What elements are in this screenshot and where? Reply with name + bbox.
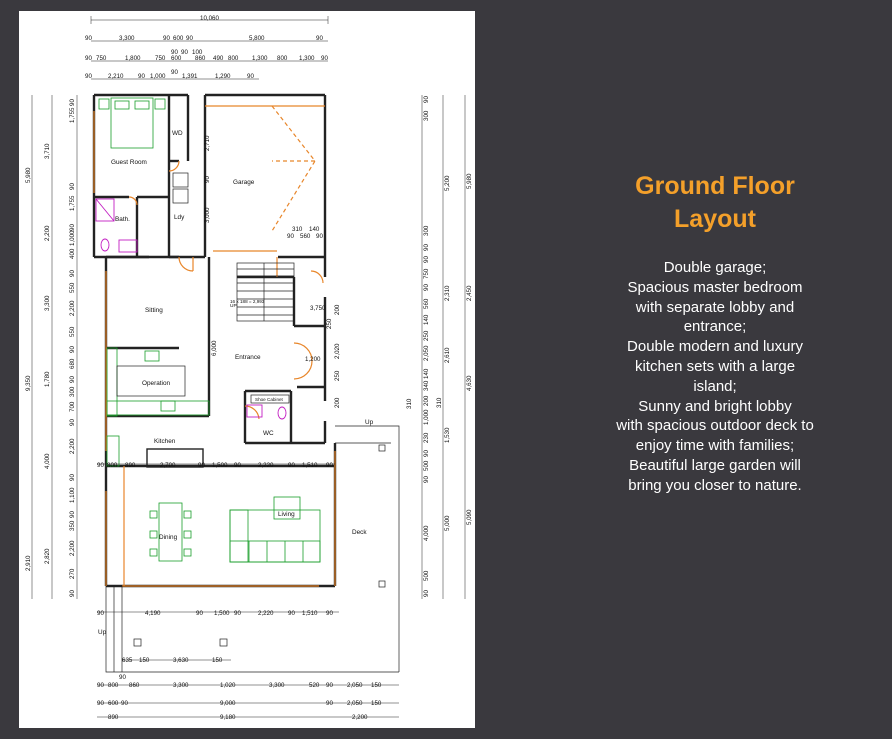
stair	[237, 263, 294, 321]
svg-text:150: 150	[371, 682, 382, 689]
svg-text:140: 140	[309, 226, 320, 233]
svg-text:3,630: 3,630	[173, 657, 189, 664]
svg-text:890: 890	[108, 714, 119, 721]
svg-text:2,210: 2,210	[108, 73, 124, 80]
room-label-sitting: Sitting	[145, 307, 163, 314]
svg-text:1,000: 1,000	[150, 73, 166, 80]
description-line: bring you closer to nature.	[628, 476, 802, 494]
svg-text:140: 140	[423, 368, 430, 379]
top-dimensions	[85, 15, 328, 80]
dim-overall-width: 10,060	[200, 15, 219, 22]
svg-text:2,910: 2,910	[25, 555, 32, 571]
bed-fixture	[99, 98, 165, 148]
svg-text:90: 90	[69, 474, 76, 481]
svg-text:2,310: 2,310	[444, 285, 451, 301]
svg-text:800: 800	[107, 462, 118, 469]
room-label-operation: Operation	[142, 380, 171, 387]
svg-text:750: 750	[96, 55, 107, 62]
svg-text:3,750: 3,750	[310, 305, 326, 312]
svg-text:90: 90	[97, 610, 104, 617]
svg-text:680: 680	[69, 358, 76, 369]
svg-text:90: 90	[171, 69, 178, 76]
svg-text:3,300: 3,300	[173, 682, 189, 689]
svg-text:90: 90	[423, 244, 430, 251]
svg-text:2,200: 2,200	[69, 300, 76, 316]
svg-text:1,000: 1,000	[69, 230, 76, 246]
svg-text:90: 90	[316, 233, 323, 240]
svg-text:560: 560	[300, 233, 311, 240]
svg-text:90: 90	[69, 346, 76, 353]
svg-text:310: 310	[406, 398, 413, 409]
svg-text:150: 150	[212, 657, 223, 664]
svg-text:90: 90	[423, 256, 430, 263]
svg-text:90: 90	[326, 682, 333, 689]
svg-text:2,610: 2,610	[444, 347, 451, 363]
svg-text:3,000: 3,000	[204, 207, 211, 223]
svg-text:9,000: 9,000	[220, 700, 236, 707]
svg-text:1,530: 1,530	[444, 427, 451, 443]
svg-text:90: 90	[69, 511, 76, 518]
svg-text:100: 100	[192, 49, 203, 56]
room-label-shoe-cabinet: Shoe Cabinet	[255, 397, 283, 402]
description-line: Double modern and luxury	[627, 338, 803, 356]
svg-text:250: 250	[334, 370, 341, 381]
svg-text:150: 150	[139, 657, 150, 664]
svg-text:890: 890	[125, 462, 136, 469]
room-label-living: Living	[278, 511, 295, 518]
svg-text:230: 230	[423, 432, 430, 443]
description-line: with separate lobby and	[635, 298, 795, 316]
svg-text:90: 90	[326, 610, 333, 617]
svg-text:490: 490	[213, 55, 224, 62]
svg-text:4,000: 4,000	[44, 453, 51, 469]
room-label-wd: WD	[172, 130, 183, 137]
svg-text:800: 800	[108, 682, 119, 689]
svg-text:4,190: 4,190	[145, 610, 161, 617]
svg-text:90: 90	[247, 73, 254, 80]
svg-text:90: 90	[69, 224, 76, 231]
svg-text:1,800: 1,800	[125, 55, 141, 62]
svg-text:400: 400	[69, 248, 76, 259]
svg-text:2,710: 2,710	[204, 135, 211, 151]
description-line: Beautiful large garden will	[629, 456, 801, 474]
room-label-deck: Deck	[352, 529, 367, 536]
svg-text:2,200: 2,200	[69, 438, 76, 454]
svg-text:3,710: 3,710	[44, 143, 51, 159]
svg-text:1,755: 1,755	[69, 195, 76, 211]
svg-text:550: 550	[69, 326, 76, 337]
svg-text:860: 860	[129, 682, 140, 689]
svg-text:9,350: 9,350	[25, 375, 32, 391]
svg-text:800: 800	[277, 55, 288, 62]
svg-text:340: 340	[423, 380, 430, 391]
svg-text:90: 90	[138, 73, 145, 80]
svg-text:1,200: 1,200	[305, 356, 321, 363]
svg-text:90: 90	[97, 462, 104, 469]
svg-text:90: 90	[69, 183, 76, 190]
svg-text:1,000: 1,000	[423, 409, 430, 425]
svg-text:90: 90	[234, 610, 241, 617]
svg-text:2,050: 2,050	[423, 345, 430, 361]
svg-text:200: 200	[423, 395, 430, 406]
description-line: kitchen sets with a large	[634, 357, 796, 375]
dining-fixtures	[150, 503, 191, 561]
room-label-guest-room: Guest Room	[111, 159, 147, 166]
layout-title	[600, 170, 830, 236]
description-line: Spacious master bedroom	[627, 278, 803, 296]
svg-text:150: 150	[371, 700, 382, 707]
room-label-laundry: Ldy	[174, 214, 185, 221]
svg-text:90: 90	[85, 73, 92, 80]
svg-text:2,020: 2,020	[334, 343, 341, 359]
kitchen-fixtures	[107, 348, 209, 467]
svg-text:9,180: 9,180	[220, 714, 236, 721]
svg-text:1,500: 1,500	[214, 610, 230, 617]
svg-text:750: 750	[155, 55, 166, 62]
svg-text:700: 700	[69, 401, 76, 412]
room-label-bath: Bath.	[115, 216, 130, 223]
svg-text:3,300: 3,300	[119, 35, 135, 42]
svg-text:90: 90	[186, 35, 193, 42]
svg-text:2,700: 2,700	[160, 462, 176, 469]
svg-text:2,450: 2,450	[466, 285, 473, 301]
svg-text:1,300: 1,300	[299, 55, 315, 62]
svg-text:1,500: 1,500	[212, 462, 228, 469]
svg-text:90: 90	[423, 284, 430, 291]
svg-text:90: 90	[196, 610, 203, 617]
svg-text:3,300: 3,300	[269, 682, 285, 689]
svg-text:2,820: 2,820	[44, 548, 51, 564]
svg-text:750: 750	[423, 268, 430, 279]
svg-text:500: 500	[423, 570, 430, 581]
room-label-dining: Dining	[159, 534, 178, 541]
svg-text:90: 90	[287, 233, 294, 240]
bottom-dimensions	[97, 610, 399, 721]
svg-text:90: 90	[326, 462, 333, 469]
svg-text:5,000: 5,000	[444, 515, 451, 531]
svg-text:2,050: 2,050	[347, 700, 363, 707]
description-line: island;	[693, 377, 737, 395]
svg-text:90: 90	[69, 270, 76, 277]
svg-text:90: 90	[85, 35, 92, 42]
svg-text:90: 90	[69, 419, 76, 426]
svg-text:90: 90	[204, 176, 211, 183]
svg-text:600: 600	[171, 55, 182, 62]
layout-description	[600, 258, 830, 496]
layout-title-line-2: Layout	[674, 205, 756, 233]
room-labels	[98, 130, 374, 636]
svg-text:90: 90	[321, 55, 328, 62]
svg-text:250: 250	[326, 318, 333, 329]
svg-text:2,200: 2,200	[352, 714, 368, 721]
svg-text:860: 860	[195, 55, 206, 62]
svg-text:5,200: 5,200	[444, 175, 451, 191]
svg-text:300: 300	[423, 225, 430, 236]
svg-text:140: 140	[423, 314, 430, 325]
svg-text:1,510: 1,510	[302, 462, 318, 469]
description-line: Sunny and bright lobby	[638, 397, 792, 415]
svg-text:1,020: 1,020	[220, 682, 236, 689]
svg-text:90: 90	[423, 96, 430, 103]
svg-text:90: 90	[423, 590, 430, 597]
svg-text:310: 310	[292, 226, 303, 233]
svg-text:500: 500	[423, 460, 430, 471]
svg-text:1,755: 1,755	[69, 107, 76, 123]
svg-text:2,220: 2,220	[258, 610, 274, 617]
svg-text:270: 270	[69, 568, 76, 579]
svg-text:90: 90	[163, 35, 170, 42]
living-fixtures	[230, 497, 320, 562]
svg-text:550: 550	[69, 282, 76, 293]
description-line: entrance;	[683, 318, 747, 336]
svg-text:90: 90	[198, 462, 205, 469]
room-label-entrance: Entrance	[235, 354, 261, 361]
svg-text:600: 600	[173, 35, 184, 42]
room-label-wc: WC	[263, 430, 274, 437]
svg-text:310: 310	[436, 397, 443, 408]
label-up-garden: Up	[98, 629, 107, 636]
svg-text:90: 90	[97, 682, 104, 689]
svg-text:90: 90	[85, 55, 92, 62]
description-line: Double garage;	[663, 259, 767, 276]
left-dimensions	[25, 95, 77, 599]
svg-text:90: 90	[423, 450, 430, 457]
svg-text:90: 90	[423, 476, 430, 483]
interior-dimensions	[97, 135, 341, 469]
description-line: enjoy time with families;	[635, 437, 795, 455]
svg-text:5,980: 5,980	[25, 167, 32, 183]
svg-text:635: 635	[122, 657, 133, 664]
bath-fixtures	[96, 199, 137, 252]
svg-text:90: 90	[316, 35, 323, 42]
walls	[94, 95, 335, 586]
layout-info-panel	[600, 170, 830, 496]
svg-text:520: 520	[309, 682, 320, 689]
svg-text:350: 350	[69, 520, 76, 531]
floor-plan-sheet	[19, 11, 475, 728]
stair-note: 16 x 188 = 2,993	[230, 299, 265, 304]
room-label-garage: Garage	[233, 179, 255, 186]
svg-text:300: 300	[69, 386, 76, 397]
svg-text:90: 90	[69, 376, 76, 383]
label-up-deck: Up	[365, 419, 374, 426]
svg-text:2,050: 2,050	[347, 682, 363, 689]
laundry-fixtures	[173, 173, 188, 203]
svg-text:90: 90	[234, 462, 241, 469]
svg-text:4,000: 4,000	[423, 525, 430, 541]
svg-text:1,391: 1,391	[182, 73, 198, 80]
svg-text:200: 200	[334, 304, 341, 315]
svg-text:90: 90	[97, 700, 104, 707]
room-label-kitchen: Kitchen	[154, 438, 176, 445]
svg-text:6,000: 6,000	[211, 340, 218, 356]
layout-title-line-1: Ground Floor	[635, 172, 795, 200]
svg-text:300: 300	[423, 110, 430, 121]
svg-text:560: 560	[423, 298, 430, 309]
svg-text:90: 90	[69, 99, 76, 106]
svg-text:1,290: 1,290	[215, 73, 231, 80]
floor-plan-drawing	[19, 11, 475, 728]
svg-text:4,630: 4,630	[466, 375, 473, 391]
svg-text:1,780: 1,780	[44, 371, 51, 387]
svg-text:1,300: 1,300	[252, 55, 268, 62]
svg-text:90: 90	[69, 590, 76, 597]
svg-text:90: 90	[288, 462, 295, 469]
svg-text:5,090: 5,090	[466, 509, 473, 525]
svg-text:1,510: 1,510	[302, 610, 318, 617]
svg-text:2,200: 2,200	[69, 540, 76, 556]
svg-text:3,300: 3,300	[44, 295, 51, 311]
svg-text:5,980: 5,980	[466, 173, 473, 189]
label-up-stair: UP	[230, 304, 237, 309]
svg-text:2,200: 2,200	[44, 225, 51, 241]
svg-text:5,800: 5,800	[249, 35, 265, 42]
svg-text:800: 800	[228, 55, 239, 62]
svg-text:200: 200	[334, 397, 341, 408]
description-line: with spacious outdoor deck to	[616, 417, 814, 435]
svg-text:90: 90	[121, 700, 128, 707]
svg-text:2,220: 2,220	[258, 462, 274, 469]
right-dimensions	[406, 95, 473, 599]
svg-text:1,100: 1,100	[69, 487, 76, 503]
svg-text:250: 250	[423, 330, 430, 341]
svg-text:90: 90	[288, 610, 295, 617]
svg-text:90: 90	[326, 700, 333, 707]
svg-text:90: 90	[181, 49, 188, 56]
svg-text:90: 90	[119, 674, 126, 681]
svg-text:600: 600	[108, 700, 119, 707]
svg-text:90: 90	[171, 49, 178, 56]
